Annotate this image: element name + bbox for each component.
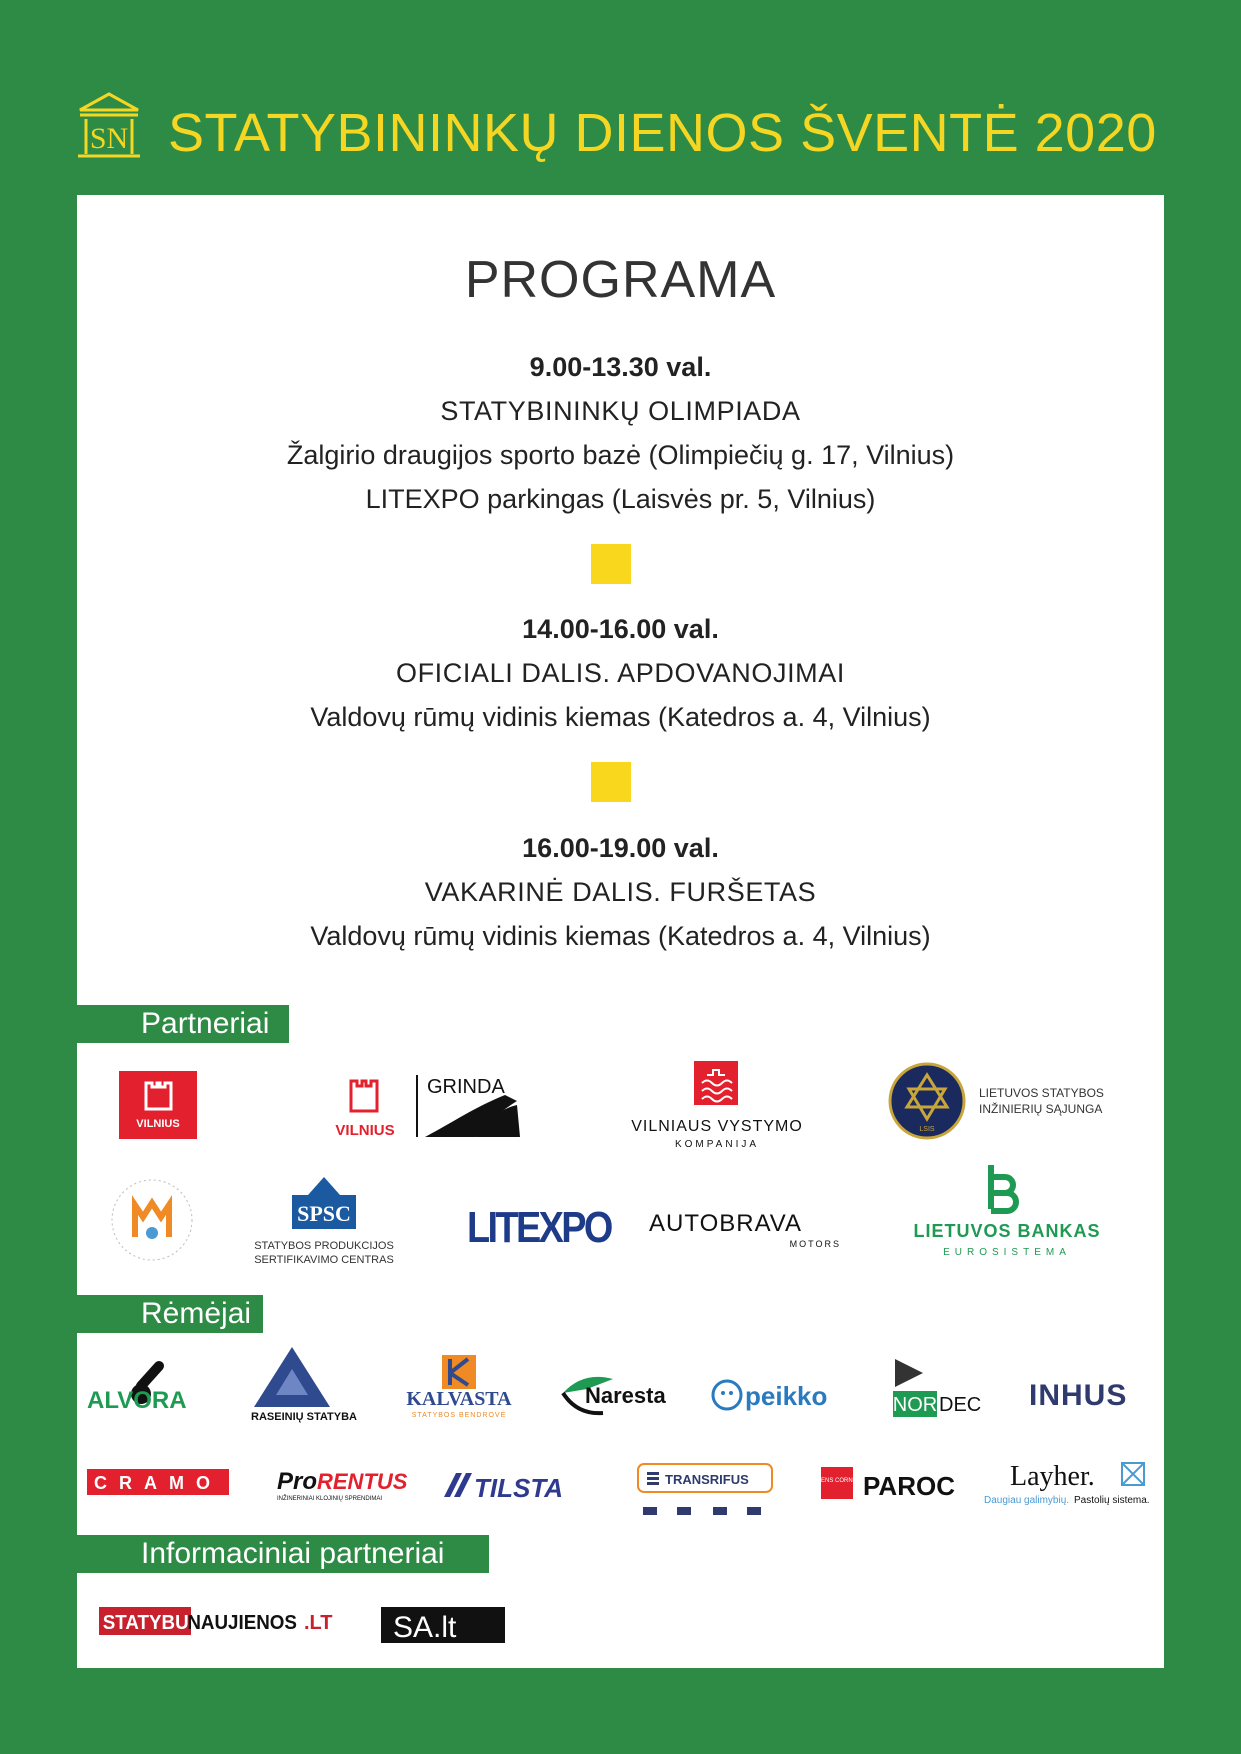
program-event-2: [77, 607, 1164, 739]
transrifus-logo: [637, 1463, 777, 1521]
inhus-logo: [1029, 1375, 1149, 1413]
grinda-logo: [325, 1071, 525, 1143]
layher-logo: [982, 1457, 1154, 1509]
svg-text:peikko: peikko: [745, 1381, 828, 1411]
svg-text:ALVORA: ALVORA: [87, 1387, 187, 1414]
svg-text:EUROSISTEMA: EUROSISTEMA: [943, 1247, 1071, 1258]
svg-text:NOR: NOR: [892, 1394, 938, 1416]
event-time: 16.00-19.00 val.: [522, 833, 719, 863]
tilsta-logo: [442, 1469, 592, 1501]
paroc-logo: [810, 1465, 961, 1505]
svg-text:STATYBU: STATYBU: [102, 1611, 189, 1635]
svg-text:TILSTA: TILSTA: [474, 1473, 564, 1503]
autobrava-logo: [647, 1209, 847, 1253]
event-time: 14.00-16.00 val.: [522, 614, 719, 644]
svg-text:LSIS: LSIS: [919, 1126, 935, 1133]
svg-text:INHUS: INHUS: [1029, 1379, 1128, 1412]
naresta-logo: [559, 1371, 677, 1417]
svg-text:Layher.: Layher.: [1010, 1461, 1095, 1492]
svg-text:Pro: Pro: [277, 1468, 318, 1495]
svg-text:SN: SN: [89, 122, 129, 155]
event-name: OFICIALI DALIS. APDOVANOJIMAI: [395, 658, 845, 688]
svg-text:LIETUVOS STATYBOS: LIETUVOS STATYBOS: [979, 1086, 1104, 1100]
svg-text:SPSC: SPSC: [297, 1201, 351, 1226]
event-location: Valdovų rūmų vidinis kiemas (Katedros a. 4, Vilnius): [310, 702, 931, 732]
nordec-logo: [893, 1359, 997, 1419]
peikko-logo: [709, 1375, 839, 1417]
statybunaujienos-logo: [99, 1607, 333, 1637]
svg-text:DEC: DEC: [939, 1394, 982, 1416]
svg-text:AUTOBRAVA: AUTOBRAVA: [649, 1210, 803, 1237]
svg-text:SA.lt: SA.lt: [393, 1611, 457, 1644]
program-event-1: [77, 345, 1164, 521]
svg-text:Daugiau galimybių.: Daugiau galimybių.: [984, 1495, 1070, 1506]
svg-text:TRANSRIFUS: TRANSRIFUS: [665, 1472, 749, 1487]
svg-text:VILNIUS: VILNIUS: [136, 1118, 180, 1130]
svg-text:INŽINIERIŲ SĄJUNGA: INŽINIERIŲ SĄJUNGA: [979, 1102, 1103, 1116]
section-sponsors: Rėmėjai: [77, 1295, 263, 1333]
event-time: 9.00-13.30 val.: [529, 352, 712, 382]
svg-text:VILNIUS: VILNIUS: [335, 1122, 395, 1139]
svg-text:SERTIFIKAVIMO CENTRAS: SERTIFIKAVIMO CENTRAS: [254, 1254, 394, 1266]
event-name: STATYBININKŲ OLIMPIADA: [440, 396, 801, 426]
prorentus-logo: [277, 1463, 407, 1503]
svg-text:CRAMO: CRAMO: [94, 1473, 222, 1493]
svg-text:Pastolių sistema.: Pastolių sistema.: [1074, 1495, 1150, 1506]
svg-text:RENTUS: RENTUS: [317, 1469, 408, 1494]
svg-text:.LT: .LT: [304, 1612, 333, 1634]
svg-text:STATYBOS PRODUKCIJOS: STATYBOS PRODUKCIJOS: [254, 1240, 394, 1252]
event-location: Žalgirio draugijos sporto bazė (Olimpiečių g. 17, Vilnius): [286, 440, 955, 470]
svg-text:KOMPANIJA: KOMPANIJA: [674, 1139, 760, 1150]
svg-text:PAROC: PAROC: [863, 1471, 955, 1501]
svg-text:RASEINIŲ STATYBA: RASEINIŲ STATYBA: [251, 1411, 357, 1423]
svg-text:INŽINERINIAI KLOJINIŲ SPRENDIM: INŽINERINIAI KLOJINIŲ SPRENDIMAI: [277, 1496, 383, 1502]
svg-text:MOTORS: MOTORS: [789, 1239, 841, 1249]
divider-square: [591, 544, 631, 584]
statybininkai-logo: [76, 92, 142, 160]
svg-text:STATYBOS BENDROVĖ: STATYBOS BENDROVĖ: [411, 1412, 507, 1419]
svg-text:Naresta: Naresta: [585, 1383, 666, 1408]
litexpo-logo: [467, 1198, 611, 1254]
svg-text:NAUJIENOS: NAUJIENOS: [187, 1611, 297, 1635]
svg-text:GRINDA: GRINDA: [427, 1076, 505, 1098]
lietuvos-bankas-logo: [905, 1161, 1115, 1261]
section-info-partners: Informaciniai partneriai: [77, 1535, 489, 1573]
kalvasta-logo: [402, 1355, 522, 1419]
divider-square: [591, 762, 631, 802]
content-panel: [77, 195, 1164, 1668]
sa-lt-logo: [381, 1607, 505, 1645]
vilniaus-vystymo-kompanija-logo: [617, 1061, 817, 1153]
svg-text:KALVASTA: KALVASTA: [406, 1388, 512, 1410]
event-title: STATYBININKŲ DIENOS ŠVENTĖ 2020: [168, 103, 1157, 163]
vilnius-logo: [119, 1071, 197, 1139]
svg-text:LIETUVOS BANKAS: LIETUVOS BANKAS: [913, 1221, 1101, 1241]
svg-text:OWENS CORNING: OWENS CORNING: [810, 1478, 864, 1484]
cramo-logo: [87, 1469, 229, 1495]
event-location: Valdovų rūmų vidinis kiemas (Katedros a. 4, Vilnius): [310, 921, 931, 951]
svg-text:LITEXPO: LITEXPO: [467, 1202, 611, 1252]
lsis-logo: [887, 1061, 1117, 1141]
section-partners: Partneriai: [77, 1005, 289, 1043]
svg-text:VILNIAUS VYSTYMO: VILNIAUS VYSTYMO: [631, 1118, 803, 1135]
program-title: PROGRAMA: [464, 251, 777, 309]
environment-ministry-logo: [107, 1175, 197, 1265]
event-location: LITEXPO parkingas (Laisvės pr. 5, Vilnius): [365, 484, 876, 514]
alvora-logo: [85, 1358, 205, 1412]
spsc-logo: [252, 1177, 412, 1273]
page-header: [76, 92, 1176, 172]
event-name: VAKARINĖ DALIS. FURŠETAS: [424, 877, 817, 907]
raseiniu-statyba-logo: [252, 1347, 362, 1423]
program-event-3: [77, 826, 1164, 958]
